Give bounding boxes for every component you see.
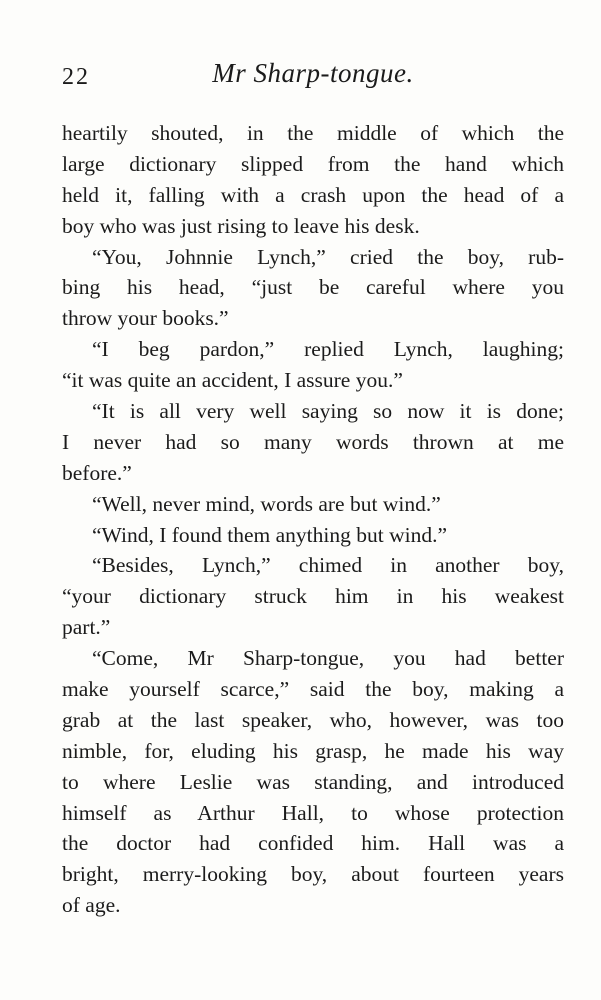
text-line: large dictionary slipped from the hand which bbox=[62, 151, 564, 176]
body-text bbox=[62, 118, 564, 921]
text-line: “It is all very well saying so now it is done; bbox=[92, 399, 564, 424]
text-line: held it, falling with a crash upon the head of a bbox=[62, 182, 564, 207]
text-line: bing his head, “just be careful where you bbox=[62, 275, 564, 300]
text-line: grab at the last speaker, who, however, was too bbox=[62, 707, 564, 732]
text-line: of age. bbox=[62, 893, 121, 918]
text-line: “your dictionary struck him in his weakest bbox=[62, 584, 564, 609]
text-line: part.” bbox=[62, 615, 111, 640]
text-line: to where Leslie was standing, and introduced bbox=[62, 769, 564, 794]
text-line: “Besides, Lynch,” chimed in another boy, bbox=[92, 553, 564, 578]
text-line: I never had so many words thrown at me bbox=[62, 429, 564, 454]
text-line: himself as Arthur Hall, to whose protection bbox=[62, 800, 564, 825]
text-line: the doctor had confided him. Hall was a bbox=[62, 831, 564, 856]
text-line: “Well, never mind, words are but wind.” bbox=[92, 491, 441, 516]
text-line: “Wind, I found them anything but wind.” bbox=[92, 522, 448, 547]
text-line: “I beg pardon,” replied Lynch, laughing; bbox=[92, 337, 564, 362]
text-line: “You, Johnnie Lynch,” cried the boy, rub- bbox=[92, 244, 564, 269]
running-head bbox=[62, 58, 564, 98]
text-line: nimble, for, eluding his grasp, he made his way bbox=[62, 738, 564, 763]
page-number: 22 bbox=[62, 64, 90, 90]
text-line: make yourself scarce,” said the boy, making a bbox=[62, 677, 564, 702]
text-line: before.” bbox=[62, 460, 132, 485]
text-line: bright, merry-looking boy, about fourteen years bbox=[62, 862, 564, 887]
text-line: throw your books.” bbox=[62, 306, 229, 331]
text-line: “it was quite an accident, I assure you.” bbox=[62, 368, 403, 393]
text-line: heartily shouted, in the middle of which the bbox=[62, 121, 564, 145]
text-line: boy who was just rising to leave his desk. bbox=[62, 213, 420, 238]
text-line: “Come, Mr Sharp-tongue, you had better bbox=[92, 646, 564, 671]
running-title: Mr Sharp-tongue. bbox=[212, 58, 414, 88]
